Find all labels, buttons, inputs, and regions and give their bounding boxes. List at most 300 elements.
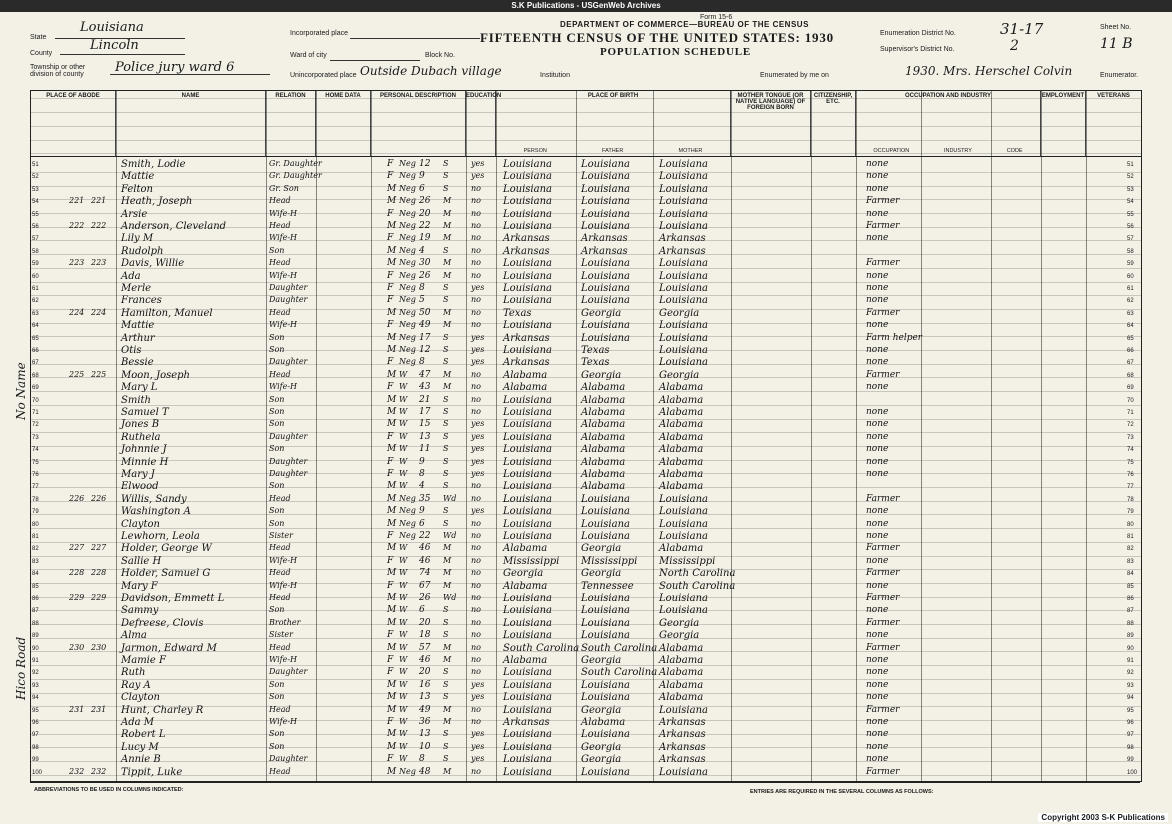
cell-rel: Gr. Daughter <box>269 171 322 181</box>
cell-ed: no <box>471 766 481 776</box>
row-number-right: 61 <box>1127 286 1134 292</box>
enumerator-value: 1930. Mrs. Herschel Colvin <box>905 64 1073 78</box>
cell-n: 67 <box>32 360 39 367</box>
cell-n: 69 <box>32 385 39 392</box>
cell-ed: no <box>471 245 481 255</box>
cell-race: Neg <box>399 766 416 776</box>
copyright: Copyright 2003 S-K Publications <box>1038 813 1168 822</box>
cell-bp: Alabama <box>503 382 548 394</box>
row-number-right: 72 <box>1127 422 1134 429</box>
cell-ed: no <box>471 320 481 330</box>
cell-race: W <box>399 617 408 627</box>
cell-bp: Louisiana <box>503 419 552 431</box>
cell-ms: M <box>443 655 452 664</box>
cell-fb: Louisiana <box>581 679 630 691</box>
cell-ed: no <box>471 481 481 491</box>
row-number-right: 60 <box>1127 273 1134 280</box>
cell-age: 21 <box>419 394 431 405</box>
cell-rel: Son <box>269 394 285 404</box>
cell-rel: Wife-H <box>269 208 298 218</box>
cell-n: 51 <box>32 162 39 168</box>
cell-bp: Louisiana <box>503 593 552 604</box>
cell-ed: yes <box>471 729 485 739</box>
cell-n: 57 <box>32 236 39 243</box>
supervisor-label: Supervisor's District No. <box>880 46 955 53</box>
cell-mb: Louisiana <box>659 258 708 270</box>
cell-n: 82 <box>32 546 39 553</box>
cell-occ: none <box>866 419 889 430</box>
cell-rel: Sister <box>269 630 293 640</box>
cell-n: 85 <box>32 583 39 590</box>
row-number-right: 54 <box>1127 199 1134 206</box>
cell-sex: M <box>387 704 397 715</box>
cell-bp: Louisiana <box>503 481 552 493</box>
cell-sex: M <box>387 593 397 603</box>
cell-ms: S <box>443 394 449 404</box>
row-number-right: 59 <box>1127 261 1134 268</box>
cell-age: 10 <box>419 741 431 752</box>
cell-mb: Louisiana <box>659 221 708 232</box>
cell-mb: Alabama <box>659 642 704 654</box>
row-number-right: 91 <box>1127 658 1134 664</box>
cell-n: 80 <box>32 521 39 528</box>
cell-ms: M <box>443 382 452 392</box>
cell-name: Holder, George W <box>121 543 212 555</box>
cell-n: 76 <box>32 472 39 478</box>
cell-fb: Arkansas <box>581 245 628 257</box>
cell-mb: Arkansas <box>659 233 706 245</box>
cell-name: Mattie <box>121 171 155 183</box>
cell-sex: M <box>387 506 397 517</box>
cell-name: Minnie H <box>121 456 169 468</box>
cell-fb: Georgia <box>581 655 622 666</box>
supervisor-value: 2 <box>1010 38 1019 54</box>
cell-mb: Alabama <box>659 456 704 468</box>
cell-age: 30 <box>419 258 431 269</box>
col-home-data: HOME DATA <box>316 91 371 157</box>
cell-name: Sallie H <box>121 555 162 567</box>
cell-n: 64 <box>32 323 39 330</box>
cell-fb: Alabama <box>581 407 626 418</box>
cell-ms: S <box>443 345 449 354</box>
cell-n: 68 <box>32 372 39 379</box>
col-place-of-abode: PLACE OF ABODE <box>31 91 116 157</box>
cell-ms: M <box>443 258 452 268</box>
cell-n: 55 <box>32 211 39 218</box>
cell-n: 62 <box>32 298 39 305</box>
cell-ms: S <box>443 679 449 689</box>
cell-name: Samuel T <box>121 407 169 418</box>
cell-ms: S <box>443 171 449 181</box>
cell-ms: S <box>443 332 449 342</box>
cell-n: 65 <box>32 335 39 342</box>
cell-race: W <box>399 419 408 429</box>
col-name: NAME <box>116 91 266 157</box>
row-number-right: 84 <box>1127 571 1134 578</box>
cell-name: Mamie F <box>121 655 166 666</box>
cell-occ: none <box>866 630 889 641</box>
cell-mb: Louisiana <box>659 183 708 195</box>
cell-name: Robert L <box>121 729 166 741</box>
cell-occ: none <box>866 283 889 293</box>
cell-n: 78 <box>32 496 39 503</box>
cell-bp: Louisiana <box>503 679 552 691</box>
cell-name: Moon, Joseph <box>121 369 190 381</box>
cell-fb: Louisiana <box>581 258 630 270</box>
cell-race: Neg <box>399 221 416 230</box>
cell-fam: 223 <box>91 258 107 268</box>
cell-name: Mary J <box>121 469 155 480</box>
cell-mb: Alabama <box>659 543 704 555</box>
state-label: State <box>30 34 47 41</box>
cell-mb: Louisiana <box>659 766 708 778</box>
cell-rel: Head <box>269 543 291 553</box>
row-number-right: 88 <box>1127 620 1134 627</box>
cell-bp: Alabama <box>503 543 548 555</box>
cell-fb: Louisiana <box>581 493 630 505</box>
cell-n: 72 <box>32 422 39 429</box>
cell-fb: Louisiana <box>581 295 630 307</box>
cell-ms: S <box>443 283 449 292</box>
cell-race: Neg <box>399 196 416 206</box>
cell-ed: no <box>471 555 481 565</box>
cell-race: W <box>399 642 408 652</box>
cell-rel: Wife-H <box>269 555 298 565</box>
cell-n: 77 <box>32 484 39 491</box>
cell-n: 53 <box>32 186 39 193</box>
row-number-right: 56 <box>1127 224 1134 230</box>
cell-ed: no <box>471 580 481 590</box>
cell-bp: Arkansas <box>503 233 550 245</box>
row-number-right: 85 <box>1127 583 1134 590</box>
cell-occ: Farmer <box>866 196 900 207</box>
cell-occ: none <box>866 679 889 690</box>
cell-rel: Daughter <box>269 667 308 677</box>
cell-ms: M <box>443 221 452 230</box>
cell-occ: none <box>866 320 889 331</box>
cell-bp: Louisiana <box>503 692 552 704</box>
cell-mb: Alabama <box>659 667 704 679</box>
cell-fb: Alabama <box>581 431 626 443</box>
cell-mb: Louisiana <box>659 593 708 604</box>
cell-n: 91 <box>32 658 39 664</box>
cell-fb: Alabama <box>581 481 626 493</box>
cell-bp: Louisiana <box>503 320 552 332</box>
cell-name: Arsie <box>121 208 148 220</box>
cell-ed: no <box>471 593 481 602</box>
cell-race: W <box>399 369 408 379</box>
cell-n: 88 <box>32 620 39 627</box>
cell-occ: none <box>866 233 889 244</box>
cell-bp: Louisiana <box>503 345 552 356</box>
cell-bp: Georgia <box>503 568 544 580</box>
row-number-right: 71 <box>1127 410 1134 416</box>
cell-ed: yes <box>471 345 485 354</box>
cell-ms: M <box>443 766 452 776</box>
cell-ed: no <box>471 655 481 664</box>
cell-age: 74 <box>419 568 431 579</box>
row-number-right: 98 <box>1127 744 1134 751</box>
cell-name: Davidson, Emmett L <box>121 593 225 604</box>
cell-dw: 221 <box>69 196 85 206</box>
cell-ed: no <box>471 407 481 416</box>
cell-mb: South Carolina <box>659 580 736 592</box>
cell-sex: M <box>387 394 397 405</box>
cell-bp: Louisiana <box>503 531 552 542</box>
cell-rel: Daughter <box>269 469 308 478</box>
cell-race: W <box>399 394 408 404</box>
cell-ms: S <box>443 630 449 640</box>
cell-dw: 224 <box>69 307 85 317</box>
enumerated-label: Enumerated by me on <box>760 72 829 79</box>
cell-rel: Son <box>269 419 285 429</box>
cell-occ: none <box>866 741 889 752</box>
row-number-right: 64 <box>1127 323 1134 330</box>
cell-age: 48 <box>419 766 431 777</box>
cell-rel: Wife-H <box>269 270 298 280</box>
cell-name: Lucy M <box>121 741 159 753</box>
cell-dw: 229 <box>69 593 85 602</box>
cell-n: 70 <box>32 397 39 404</box>
cell-rel: Head <box>269 766 291 776</box>
cell-race: W <box>399 692 408 702</box>
cell-fb: Georgia <box>581 568 622 580</box>
cell-sex: M <box>387 518 397 529</box>
birth-col-person: PERSON <box>523 148 547 154</box>
cell-n: 94 <box>32 695 39 702</box>
cell-bp: Alabama <box>503 580 548 592</box>
cell-race: Neg <box>399 531 416 540</box>
cell-n: 84 <box>32 571 39 578</box>
cell-age: 13 <box>419 692 431 703</box>
cell-name: Clayton <box>121 692 160 704</box>
row-number-right: 93 <box>1127 682 1134 689</box>
row-number-right: 77 <box>1127 484 1134 491</box>
cell-age: 49 <box>419 704 431 715</box>
cell-race: Neg <box>399 295 416 305</box>
cell-ed: yes <box>471 419 485 429</box>
cell-ed: yes <box>471 506 485 516</box>
cell-mb: North Carolina <box>659 568 736 580</box>
footer-entries: ENTRIES ARE REQUIRED IN THE SEVERAL COLUMNS AS FOLLOWS: <box>750 789 934 795</box>
cell-sex: M <box>387 493 397 504</box>
cell-ms: Wd <box>443 531 457 540</box>
cell-age: 11 <box>419 444 431 455</box>
occ-col-code: CODE <box>1006 148 1023 154</box>
cell-rel: Daughter <box>269 456 308 466</box>
cell-bp: Louisiana <box>503 183 552 195</box>
cell-age: 15 <box>419 419 431 430</box>
cell-ms: S <box>443 469 449 478</box>
cell-ms: S <box>443 617 449 627</box>
cell-fb: South Carolina <box>581 642 658 654</box>
cell-race: Neg <box>399 506 416 516</box>
row-number-right: 62 <box>1127 298 1134 305</box>
row-number-right: 90 <box>1127 645 1134 652</box>
cell-rel: Wife-H <box>269 580 298 590</box>
cell-ed: no <box>471 369 481 379</box>
cell-sex: F <box>387 357 394 368</box>
cell-dw: 228 <box>69 568 85 578</box>
cell-race: W <box>399 605 408 615</box>
row-number-right: 55 <box>1127 211 1134 218</box>
cell-fb: Louisiana <box>581 183 630 195</box>
cell-fb: Louisiana <box>581 270 630 282</box>
cell-name: Smith <box>121 394 151 406</box>
unincorporated-value: Outside Dubach village <box>360 64 502 78</box>
cell-age: 20 <box>419 208 431 219</box>
row-number-right: 58 <box>1127 248 1134 255</box>
cell-mb: Louisiana <box>659 295 708 307</box>
cell-rel: Head <box>269 704 291 714</box>
cell-ms: M <box>443 580 452 590</box>
cell-rel: Sister <box>269 531 293 540</box>
cell-occ: none <box>866 605 889 616</box>
cell-fb: Alabama <box>581 382 626 394</box>
cell-name: Heath, Joseph <box>121 196 193 208</box>
cell-age: 6 <box>419 518 425 529</box>
cell-rel: Wife-H <box>269 320 298 330</box>
row-number-right: 79 <box>1127 509 1134 516</box>
cell-n: 71 <box>32 410 39 416</box>
cell-fb: Texas <box>581 345 610 356</box>
cell-race: Neg <box>399 208 416 218</box>
cell-fb: Louisiana <box>581 159 630 170</box>
cell-n: 66 <box>32 348 39 354</box>
row-number-right: 63 <box>1127 310 1134 317</box>
cell-mb: Alabama <box>659 419 704 431</box>
cell-ms: S <box>443 741 449 751</box>
row-number-right: 95 <box>1127 707 1134 714</box>
cell-ed: yes <box>471 159 485 168</box>
cell-ed: no <box>471 543 481 553</box>
cell-fb: Georgia <box>581 754 622 766</box>
cell-n: 54 <box>32 199 39 206</box>
cell-fam: 222 <box>91 221 107 230</box>
cell-sex: M <box>387 605 397 616</box>
cell-n: 75 <box>32 459 39 466</box>
cell-occ: none <box>866 171 889 182</box>
cell-age: 8 <box>419 357 425 368</box>
cell-name: Davis, Willie <box>121 258 185 270</box>
cell-ms: S <box>443 357 449 367</box>
cell-name: Ray A <box>121 679 151 691</box>
cell-bp: Louisiana <box>503 171 552 183</box>
footer-abbreviations: ABBREVIATIONS TO BE USED IN COLUMNS INDICATED: <box>34 787 184 793</box>
occ-col-occupation: OCCUPATION <box>873 148 910 154</box>
cell-mb: Arkansas <box>659 245 706 257</box>
cell-ed: yes <box>471 754 485 764</box>
cell-n: 58 <box>32 248 39 255</box>
cell-ed: yes <box>471 741 485 751</box>
cell-dw: 231 <box>69 704 85 714</box>
cell-name: Alma <box>121 630 147 642</box>
cell-ms: S <box>443 667 449 677</box>
cell-mb: Louisiana <box>659 332 708 344</box>
row-number-right: 74 <box>1127 447 1134 454</box>
cell-sex: F <box>387 456 394 467</box>
cell-age: 46 <box>419 555 431 566</box>
cell-mb: Alabama <box>659 692 704 704</box>
enumerator-label: Enumerator. <box>1100 72 1139 79</box>
cell-occ: Farmer <box>866 221 900 231</box>
cell-rel: Head <box>269 568 291 578</box>
row-number-right: 53 <box>1127 186 1134 193</box>
cell-rel: Son <box>269 605 285 615</box>
cell-bp: Louisiana <box>503 258 552 270</box>
cell-age: 26 <box>419 593 431 603</box>
ward-label: Ward of city <box>290 52 327 59</box>
cell-ms: M <box>443 208 452 218</box>
cell-ed: yes <box>471 332 485 342</box>
census-title: FIFTEENTH CENSUS OF THE UNITED STATES: 1930 <box>480 30 834 45</box>
row-number-right: 83 <box>1127 558 1134 565</box>
row-number-right: 67 <box>1127 360 1134 367</box>
cell-fb: Tennessee <box>581 580 634 592</box>
cell-bp: Louisiana <box>503 617 552 629</box>
cell-sex: F <box>387 667 394 678</box>
cell-ms: M <box>443 233 452 243</box>
cell-race: Neg <box>399 283 416 292</box>
cell-occ: none <box>866 667 889 678</box>
row-number-right: 51 <box>1127 162 1134 168</box>
cell-fb: Louisiana <box>581 332 630 344</box>
cell-mb: Louisiana <box>659 196 708 208</box>
cell-age: 8 <box>419 469 425 479</box>
cell-name: Lewhorn, Leola <box>121 531 200 542</box>
cell-fb: Alabama <box>581 469 626 480</box>
cell-race: W <box>399 704 408 714</box>
cell-mb: Mississippi <box>659 555 716 567</box>
cell-sex: M <box>387 345 397 355</box>
cell-occ: none <box>866 469 889 479</box>
row-number-right: 99 <box>1127 757 1134 764</box>
block-label: Block No. <box>425 52 455 59</box>
cell-bp: Louisiana <box>503 754 552 766</box>
cell-rel: Daughter <box>269 754 308 764</box>
cell-n: 52 <box>32 174 39 181</box>
cell-age: 8 <box>419 754 425 765</box>
cell-ed: no <box>471 196 481 206</box>
cell-sex: F <box>387 431 394 442</box>
cell-mb: Alabama <box>659 444 704 456</box>
cell-fb: Louisiana <box>581 617 630 629</box>
cell-mb: Arkansas <box>659 729 706 741</box>
cell-sex: F <box>387 655 394 665</box>
birth-col-father: FATHER <box>602 148 624 154</box>
cell-fb: Louisiana <box>581 171 630 183</box>
cell-ed: no <box>471 493 481 503</box>
cell-occ: none <box>866 456 889 467</box>
cell-sex: M <box>387 766 397 777</box>
cell-name: Bessie <box>121 357 154 369</box>
cell-n: 98 <box>32 744 39 751</box>
cell-age: 18 <box>419 630 431 641</box>
cell-rel: Gr. Son <box>269 183 299 193</box>
cell-dw: 225 <box>69 369 85 379</box>
cell-bp: Louisiana <box>503 729 552 741</box>
cell-ed: no <box>471 295 481 305</box>
cell-fb: Alabama <box>581 419 626 431</box>
cell-rel: Head <box>269 593 291 602</box>
col-occupation-industry: OCCUPATION AND INDUSTRY OCCUPATION INDUSTRY CODE <box>856 91 1041 157</box>
cell-fb: Texas <box>581 357 610 369</box>
cell-dw: 223 <box>69 258 85 268</box>
cell-ms: Wd <box>443 493 457 503</box>
cell-occ: none <box>866 555 889 566</box>
cell-race: Neg <box>399 518 416 528</box>
cell-mb: Arkansas <box>659 754 706 766</box>
